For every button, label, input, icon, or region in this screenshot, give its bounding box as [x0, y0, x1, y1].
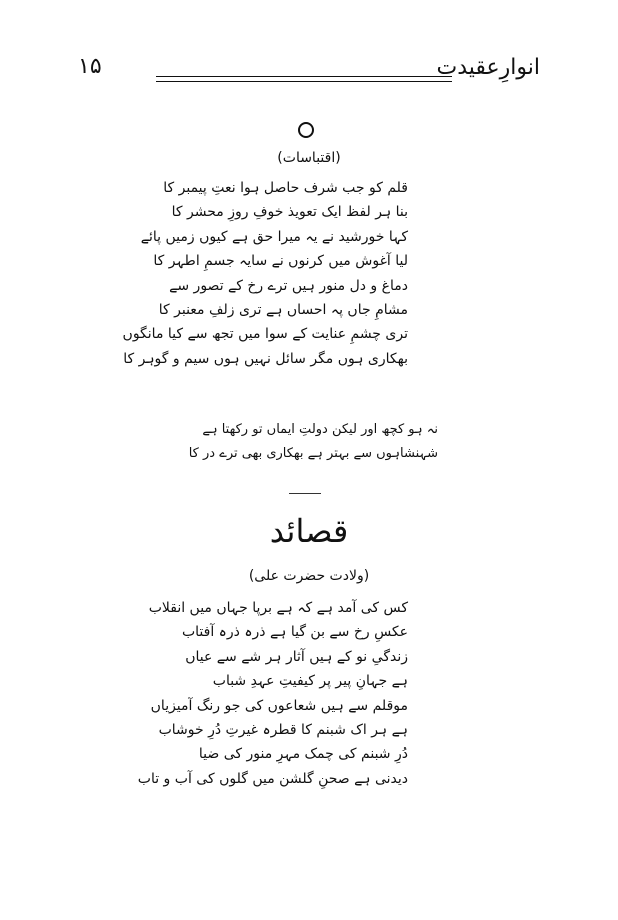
verse-line: دیدنی ہے صحنِ گلشن میں گلوں کی آب و تاب: [137, 770, 408, 787]
verse-line: لیا آغوش میں کرنوں نے سایہ جسمِ اطہر کا: [153, 253, 408, 270]
section-heading-qasaid: قصائد: [269, 512, 349, 550]
closing-couplet: [189, 418, 438, 467]
section-subheading-wiladat: (ولادت حضرت علی): [248, 568, 370, 584]
circle-ornament-icon: [298, 122, 314, 138]
verse-line: بنا ہر لفظ ایک تعویذ خوفِ روزِ محشر کا: [171, 204, 408, 221]
verse-line: دماغ و دل منور ہیں ترے رخ کے تصور سے: [169, 277, 408, 294]
verse-line: بھکاری ہوں مگر سائل نہیں ہوں سیم و گوہر کا: [123, 350, 408, 367]
verse-line: شہنشاہوں سے بہتر ہے بھکاری بھی ترے در کا: [188, 446, 438, 462]
verse-line: قلم کو جب شرف حاصل ہوا نعتِ پیمبر کا: [163, 180, 408, 196]
verse-line: کہا خورشید نے یہ میرا حق ہے کیوں زمیں پائے: [140, 228, 408, 245]
verse-line: مشامِ جاں پہ احساں ہے تری زلفِ معنبر کا: [158, 301, 408, 318]
verse-line: تری چشمِ عنایت کے سوا میں تجھ سے کیا مانگوں: [122, 326, 408, 343]
verse-line: موقلم سے ہیں شعاعوں کی جو رنگ آمیزیاں: [150, 697, 408, 714]
verse-line: ہے ہر اک شبنم کا قطرہ غیرتِ دُرِ خوشاب: [158, 721, 408, 738]
section-subheading-iqtibasat: (اقتباسات): [277, 150, 341, 166]
header-rule-bottom: [156, 81, 452, 82]
verse-line: نہ ہو کچھ اور لیکن دولتِ ایماں تو رکھتا ہے: [202, 422, 438, 437]
section-divider: [289, 493, 321, 494]
verse-line: ہے جہانِ پیر پر کیفیتِ عہدِ شباب: [212, 673, 408, 690]
verse-line: دُرِ شبنم کی چمک مہرِ منور کی ضیا: [198, 746, 408, 763]
verse-line: زندگیِ نو کے ہیں آثار ہر شے سے عیاں: [185, 648, 408, 665]
verse-block-qasida: [138, 596, 408, 791]
verse-block-iqtibasat: [123, 176, 408, 371]
book-title: انوارِعقیدت: [436, 55, 540, 80]
page-number: ۱۵: [78, 54, 102, 79]
header-rule-top: [156, 76, 452, 77]
verse-line: عکسِ رخ سے بن گیا ہے ذرہ ذرہ آفتاب: [181, 624, 408, 641]
verse-line: کس کی آمد ہے کہ ہے برپا جہاں میں انقلاب: [148, 600, 408, 616]
